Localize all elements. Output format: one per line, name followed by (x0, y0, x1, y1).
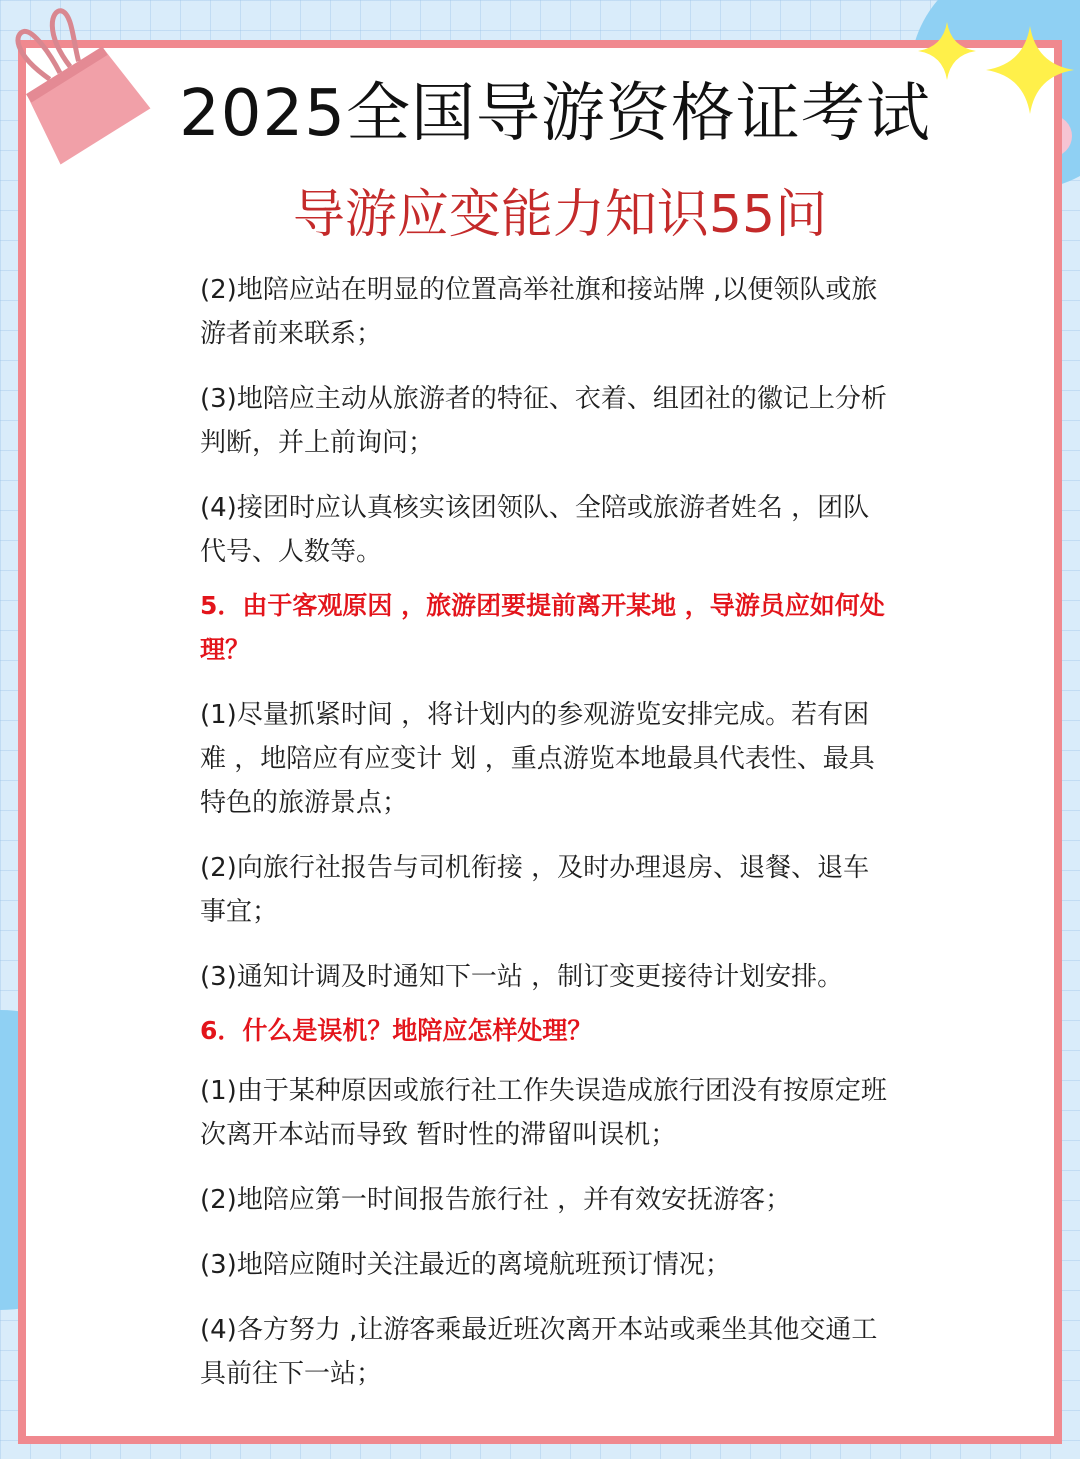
question-heading: 6．什么是误机？地陪应怎样处理？ (200, 1016, 593, 1045)
sparkle-star-icon (918, 22, 976, 80)
paragraph: (1)由于某种原因或旅行社工作失误造成旅行团没有按原定班次离开本站而导致 暂时性的滞留叫误机； (200, 1076, 887, 1150)
paragraph: (2)地陪应站在明显的位置高举社旗和接站牌 ,以便领队或旅游者前来联系； (200, 275, 878, 349)
question-heading: 5．由于客观原因 ，旅游团要提前离开某地 ，导游员应如何处理？ (200, 591, 885, 664)
paragraph: (1)尽量抓紧时间 ，将计划内的参观游览安排完成。若有困难 ，地陪应有应变计 划 ，重点游览本地最具代表性、最具特色的旅游景点； (200, 700, 875, 818)
paragraph: (3)地陪应主动从旅游者的特征、衣着、组团社的徽记上分析判断，并上前询问； (200, 384, 887, 458)
paragraph: (4)接团时应认真核实该团领队、全陪或旅游者姓名 ，团队代号、人数等。 (200, 493, 870, 567)
article-body (200, 268, 890, 1417)
paragraph: (3)地陪应随时关注最近的离境航班预订情况； (200, 1250, 731, 1280)
paragraph: (3)通知计调及时通知下一站 ，制订变更接待计划安排。 (200, 962, 844, 992)
paragraph: (4)各方努力 ,让游客乘最近班次离开本站或乘坐其他交通工具前往下一站； (200, 1315, 878, 1389)
page-title: 2025全国导游资格证考试 (179, 77, 931, 151)
paragraph: (2)地陪应第一时间报告旅行社 ，并有效安抚游客； (200, 1185, 792, 1215)
page-subtitle: 导游应变能力知识55问 (292, 185, 828, 245)
paragraph: (2)向旅行社报告与司机衔接 ，及时办理退房、退餐、退车事宜； (200, 853, 870, 927)
